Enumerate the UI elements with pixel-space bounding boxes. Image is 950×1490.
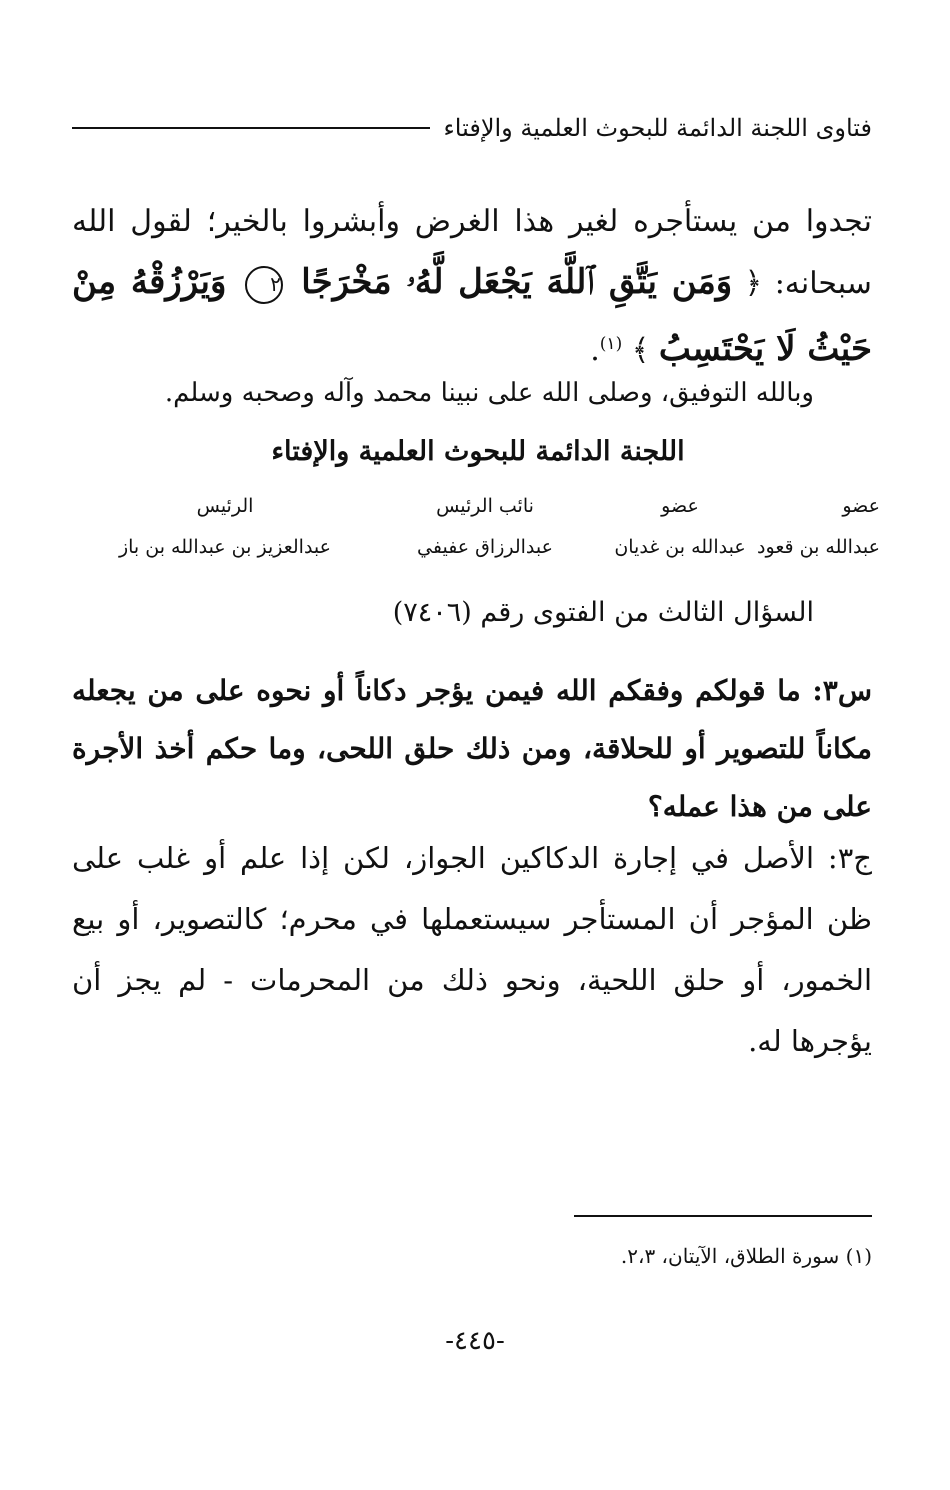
paragraph-end-period: . (590, 333, 600, 368)
paragraph-quran-citation (72, 192, 872, 381)
signatory-name: عبدالعزيز بن عبدالله بن باز (118, 536, 332, 558)
signatory-names (60, 536, 880, 558)
signatory-role: عضو (842, 495, 880, 517)
question-text: س٣: ما قولكم وفقكم الله فيمن يؤجر دكاناً أو نحوه على من يجعله مكاناً للتصوير أو للحلاقة، ومن ذلك حلق اللحى، وما حكم أخذ الأجرة على من هذا عمله؟ (72, 674, 872, 823)
footnote: (١) سورة الطلاق، الآيتان، ٢،٣. (620, 1244, 872, 1268)
question-title: السؤال الثالث من الفتوى رقم (٧٤٠٦) (392, 597, 814, 628)
footnote-rule (574, 1215, 872, 1217)
closing-line: وبالله التوفيق، وصلى الله على نبينا محمد وآله وصحبه وسلم. (164, 378, 814, 408)
signatory-name: عبدالله بن قعود (757, 536, 880, 558)
paragraph-intro: تجدوا من يستأجره لغير هذا الغرض وأبشروا بالخير؛ لقول الله سبحانه: (72, 204, 873, 301)
page-number: -٤٤٥- (445, 1326, 505, 1356)
committee-title: اللجنة الدائمة للبحوث العلمية والإفتاء (271, 436, 685, 467)
signatory-roles (60, 495, 880, 517)
quran-verse-2: وَيَرْزُقْهُ مِنْ حَيْثُ لَا يَحْتَسِبُ (72, 262, 872, 369)
header-rule (72, 127, 430, 129)
running-header (72, 108, 872, 148)
quran-verse-1: وَمَن يَتَّقِ ٱللَّهَ يَجْعَل لَّهُۥ مَخْرَجًا (301, 262, 733, 302)
ayah-number-marker: ٢ (245, 266, 283, 304)
running-title: فتاوى اللجنة الدائمة للبحوث العلمية والإفتاء (443, 114, 872, 142)
footnote-reference: (١) (599, 334, 623, 354)
signatory-name: عبدالرزاق عفيفي (417, 536, 553, 558)
signatory-role: عضو (661, 495, 699, 517)
quran-bracket-open: ﴿ (744, 266, 763, 301)
signatory-role: نائب الرئيس (436, 495, 534, 517)
answer-text: ج٣: الأصل في إجارة الدكاكين الجواز، لكن إذا علم أو غلب على ظن المؤجر أن المستأجر سيستعملها في محرم؛ كالتصوير، أو بيع الخمور، أو حلق اللحية، ونحو ذلك من المحرمات - لم يجز أن يؤجرها له. (72, 841, 872, 1058)
signatory-role: الرئيس (196, 495, 254, 517)
quran-bracket-close: ﴾ (631, 333, 650, 368)
signatory-name: عبدالله بن غديان (614, 536, 746, 558)
